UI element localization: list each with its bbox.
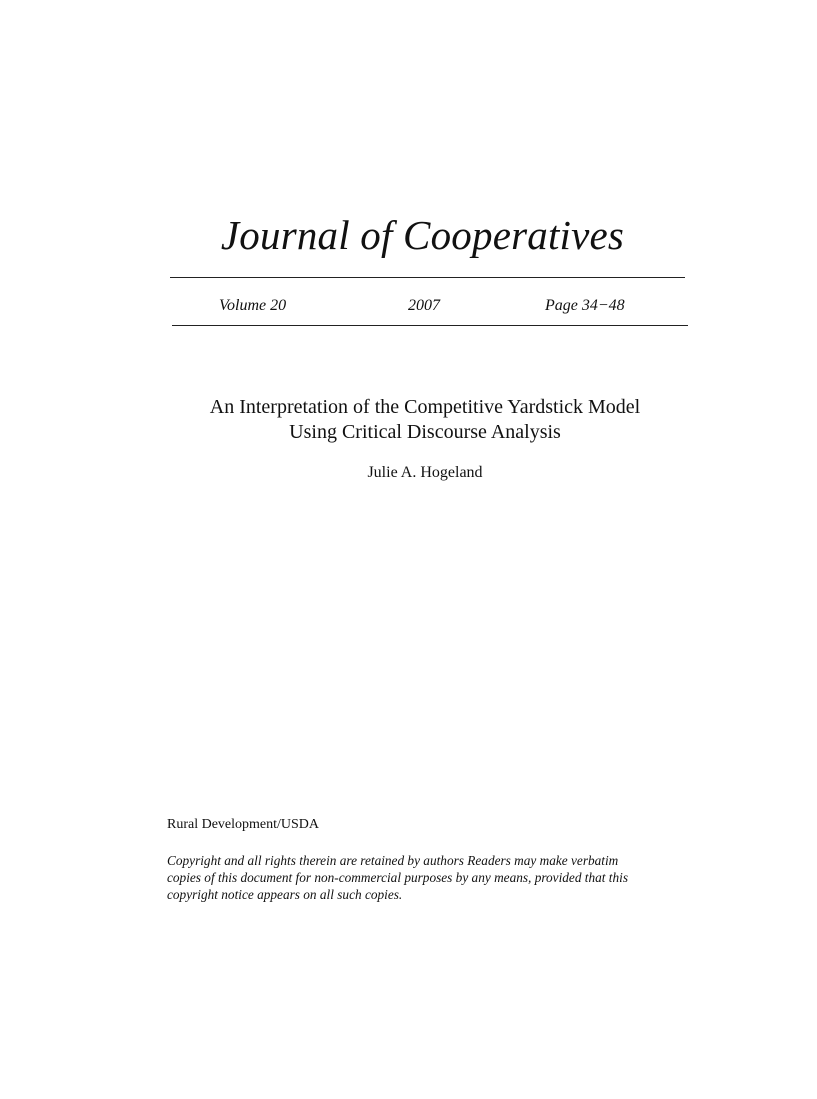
article-title xyxy=(0,395,817,445)
publisher-name: Rural Development/USDA xyxy=(167,817,320,832)
issue-pages: Page 34−48 xyxy=(545,297,625,314)
copyright-line-2: copies of this document for non-commercial purposes by any means, provided that this xyxy=(167,870,629,885)
article-title-line-2: Using Critical Discourse Analysis xyxy=(289,421,561,443)
header-rule-top xyxy=(170,277,685,278)
issue-year: 2007 xyxy=(408,297,440,314)
copyright-line-1: Copyright and all rights therein are retained by authors Readers may make verbatim xyxy=(167,853,619,868)
header-rule-bottom xyxy=(172,325,688,326)
article-author: Julie A. Hogeland xyxy=(367,464,483,481)
copyright-notice xyxy=(167,852,687,903)
copyright-line-3: copyright notice appears on all such copies. xyxy=(167,887,403,902)
article-title-line-1: An Interpretation of the Competitive Yardstick Model xyxy=(209,396,641,418)
issue-volume: Volume 20 xyxy=(219,297,287,314)
journal-title: Journal of Cooperatives xyxy=(220,212,625,258)
